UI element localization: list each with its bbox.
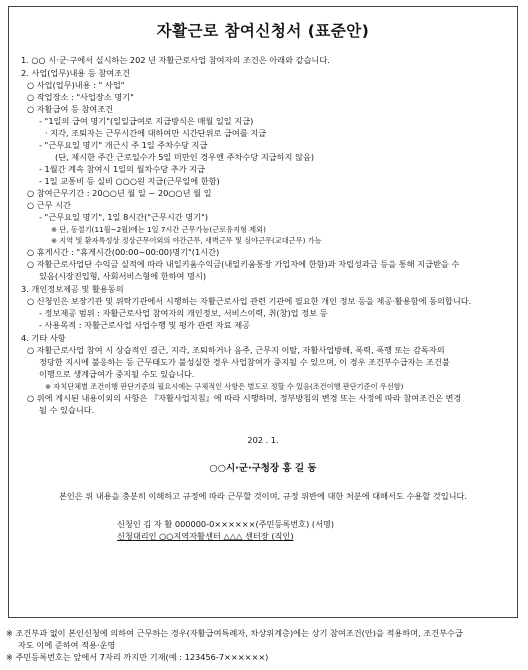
profit-share-line: ○ 자활근로사업단 수익금 실적에 따라 내일키움수익금(내일키움통장 가입자에 한함)과 자립성과금 등을 통해 지급받을 수 xyxy=(27,259,460,269)
form-title: 자활근로 참여신청서 (표준안) xyxy=(156,22,370,40)
guideline-line-1: ○ 위에 게시된 내용이외의 사항은 『자활사업지침』에 따라 시행하며, 정부방침의 변경 또는 사정에 따라 참여조건은 변경 xyxy=(27,393,462,403)
period-line: ○ 참여근무기간 : 20○○년 월 일 ~ 20○○년 월 일 xyxy=(27,188,212,198)
work-place-line: ○ 작업장소 : "사업장소 명기" xyxy=(27,92,134,102)
weekly-allowance-line: - "근무요일 명기" 개근시 주 1일 주차수당 지급 xyxy=(39,140,208,150)
section-4-heading: 4. 기타 사항 xyxy=(21,333,66,343)
misconduct-line-2: 정당한 지시에 불응하는 등 근무태도가 불성실한 경우 사업참여가 중지될 수 있으며, 이 경우 조건부수급자는 조건불 xyxy=(39,357,450,367)
work-hours-heading: ○ 근무 시간 xyxy=(27,200,71,210)
night-work-note: ※ 지역 및 환자특성상 정상근무이외의 야간근무, 새벽근무 및 심야근무(교대근무) 가능 xyxy=(51,236,322,245)
privacy-scope-line: - 정보제공 범위 : 자활근로사업 참여자의 개인정보, 서비스이력, 취(창)업 정보 등 xyxy=(39,308,328,318)
privacy-purpose-line: - 사용목적 : 자활근로사업 사업수행 및 평가 관련 자료 제공 xyxy=(39,320,251,330)
profit-share-note: 있음(시장진입형, 사회서비스형에 한하여 명시) xyxy=(39,271,207,281)
form-frame xyxy=(8,6,518,618)
footnote-2: ※ 주민등록번호는 앞에서 7자리 까지만 기재(예 : 123456-7××××××) xyxy=(6,652,269,662)
misconduct-line-1: ○ 자활근로사업 참여 시 상습적인 결근, 지각, 조퇴하거나 음주, 근무지 이탈, 자활사업방해, 폭력, 폭행 또는 감독자의 xyxy=(27,345,445,355)
misconduct-line-3: 이행으로 생계급여가 중지될 수도 있습니다. xyxy=(39,369,195,379)
official-name: ○○시·군·구청장 홍 길 동 xyxy=(209,463,317,474)
date-line: 202 . 1. xyxy=(247,435,279,445)
break-time-line: ○ 휴게시간 : "휴게시간(00:00~00:00)명기"(1시간) xyxy=(27,247,220,257)
footnote-1-line-2: 자도 이에 준하여 적용·운영 xyxy=(18,640,116,650)
monthly-allowance-line: - 1월간 계속 참여시 1일의 월차수당 추가 지급 xyxy=(39,164,206,174)
proxy-line: 신청대리인 ○○지역자활센터 △△△ 센터장 (직인) xyxy=(117,531,294,541)
section-1-text: 1. ○○ 시·군·구에서 실시하는 202 년 자활근로사업 참여자의 조건은 아래와 같습니다. xyxy=(21,55,330,65)
applicant-line: 신청인 김 자 활 000000-0××××××(주민등록번호) (서명) xyxy=(117,519,335,529)
weekly-allowance-note: (단, 제시한 주간 근로일수가 5일 미만인 경우엔 주차수당 지급하지 않음) xyxy=(55,152,315,162)
winter-hours-note: ※ 단, 동절기(11월~2월)에는 1일 7시간 근무가능(근로유지형 제외) xyxy=(51,225,266,234)
privacy-consent-line: ○ 신청인은 보장기관 및 위탁기관에서 시행하는 자활근로사업 관련 기관에 필요한 개인 정보 등을 제공·활용함에 동의합니다. xyxy=(27,296,472,306)
section-2-heading: 2. 사업(업무)내용 등 참여조건 xyxy=(21,68,131,78)
local-criteria-note: ※ 자치단체별 조건이행 판단기준의 필요시에는 구체적인 사항은 별도로 정할 수 있음(조건이행 판단기준이 우선함) xyxy=(45,382,404,391)
agreement-statement: 본인은 위 내용을 충분히 이해하고 규정에 따라 근무할 것이며, 규정 위반에 대한 처분에 대해서도 수용할 것입니다. xyxy=(58,491,468,501)
guideline-line-2: 될 수 있습니다. xyxy=(39,405,95,415)
pay-conditions-heading: ○ 자활급여 등 참여조건 xyxy=(27,104,114,114)
late-early-line: · 지각, 조퇴자는 근무시간에 대하여만 시간단위로 급여를 지급 xyxy=(45,128,267,138)
footnote-1-line-1: ※ 조건부과 없이 본인신청에 의하여 근무하는 경우(자활급여특례자, 차상위계층)에는 상기 참여조건(안)을 적용하며, 조건부수급 xyxy=(6,628,463,638)
section-3-heading: 3. 개인정보제공 및 활용동의 xyxy=(21,284,124,294)
daily-pay-line: - "1일의 급여 명기"(일일급여로 지급방식은 매월 일일 지급) xyxy=(39,116,254,126)
work-hours-line: - "근무요일 명기", 1일 8시간("근무시간 명기") xyxy=(39,212,209,222)
transport-cost-line: - 1일 교통비 등 실비 ○○○원 지급(근무일에 한함) xyxy=(39,176,220,186)
work-content-line: ○ 사업(업무)내용 : " 사업" xyxy=(27,80,125,90)
